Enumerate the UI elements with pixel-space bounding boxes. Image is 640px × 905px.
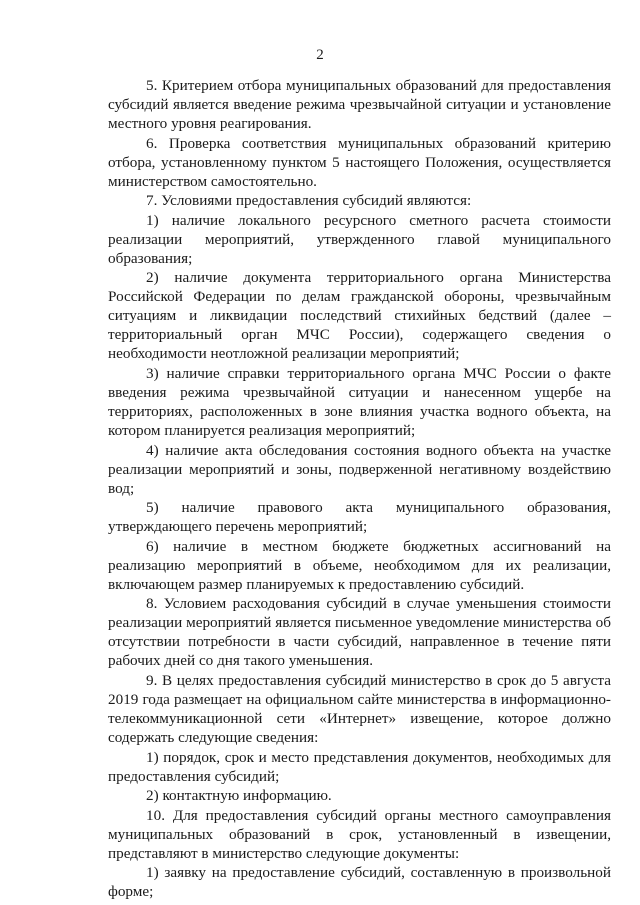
paragraph-notice: 9. В целях предоставления субсидий министерство в срок до 5 августа 2019 года размещает на официальном сайте министерства в информационно-телекоммуникационной сети «Интернет» извещение, которое должно содержать следующие сведения: xyxy=(108,671,611,746)
list-item: 3) наличие справки территориального органа МЧС России о факте введения режима чрезвычайной ситуации и нанесенном ущербе на территориях, расположенных в зоне влияния участка водного объекта, на котором планируется реализация мероприятий; xyxy=(108,364,611,439)
paragraph-conditions-heading: 7. Условиями предоставления субсидий являются: xyxy=(146,192,472,210)
list-item: 1) порядок, срок и место представления документов, необходимых для предоставления субсидий; xyxy=(108,748,611,785)
paragraph-criterion: 5. Критерием отбора муниципальных образований для предоставления субсидий является введение режима чрезвычайной ситуации и установление местного уровня реагирования. xyxy=(108,77,611,132)
paragraph-spending-condition: 8. Условием расходования субсидий в случае уменьшения стоимости реализации мероприятий является письменное уведомление министерства об отсутствии потребности в части субсидий, направленное в течение пяти рабочих дней со дня такого уменьшения. xyxy=(108,595,611,670)
paragraph-documents: 10. Для предоставления субсидий органы местного самоуправления муниципальных образований в срок, установленный в извещении, представляют в министерство следующие документы: xyxy=(108,806,611,862)
paragraph-verification: 6. Проверка соответствия муниципальных образований критерию отбора, установленному пунктом 5 настоящего Положения, осуществляется министерством самостоятельно. xyxy=(108,134,611,190)
list-item: 5) наличие правового акта муниципального образования, утверждающего перечень мероприятий; xyxy=(108,499,611,536)
document-body xyxy=(108,76,611,901)
list-item: 2) наличие документа территориального органа Министерства Российской Федерации по делам гражданской обороны, чрезвычайным ситуациям и ликвидации последствий стихийных бедствий (далее – территориальный орган МЧС России), содержащего сведения о необходимости неотложной реализации мероприятий; xyxy=(108,269,611,363)
list-item: 1) заявку на предоставление субсидий, составленную в произвольной форме; xyxy=(108,864,611,901)
page-number: 2 xyxy=(316,47,324,63)
list-item: 4) наличие акта обследования состояния водного объекта на участке реализации мероприятий и зоны, подверженной негативному воздействию вод; xyxy=(108,441,611,497)
list-item: 6) наличие в местном бюджете бюджетных ассигнований на реализацию мероприятий в объеме, необходимом для их реализации, включающем размер планируемых к предоставлению субсидий. xyxy=(108,537,611,593)
list-item: 1) наличие локального ресурсного сметного расчета стоимости реализации мероприятий, утвержденного главой муниципального образования; xyxy=(108,211,611,267)
list-item: 2) контактную информацию. xyxy=(146,787,332,805)
